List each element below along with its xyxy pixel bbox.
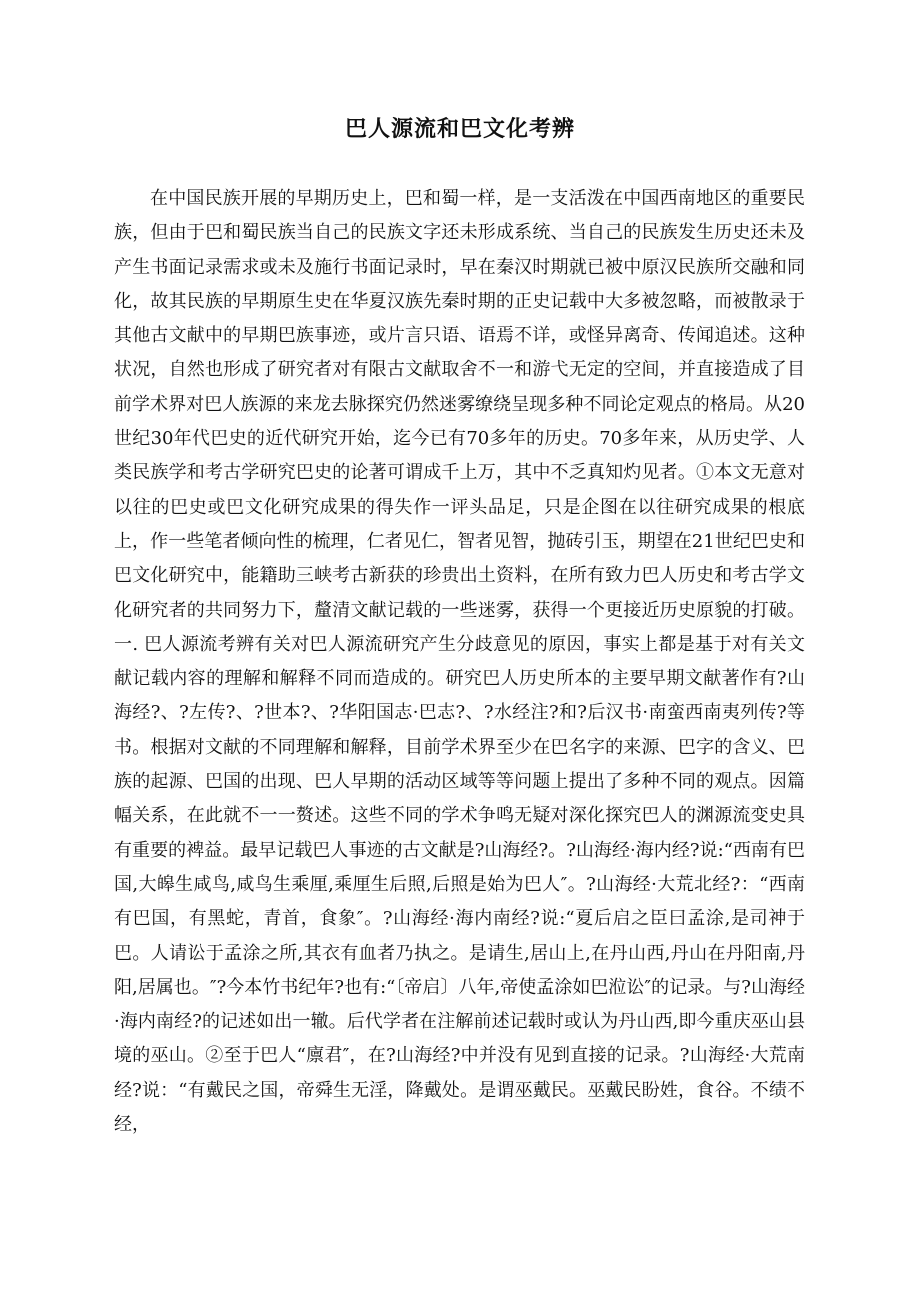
document-body-paragraph: 在中国民族开展的早期历史上，巴和蜀一样，是一支活泼在中国西南地区的重要民族，但由于巴和蜀民族当自己的民族文字还未形成系统、当自己的民族发生历史还未及产生书面记录需求或未及施行书面记录时，早在秦汉时期就已被中原汉民族所交融和同化，故其民族的早期原生史在华夏汉族先秦时期的正史记载中大多被忽略，而被散录于其他古文献中的早期巴族事迹，或片言只语、语焉不详，或怪异离奇、传闻追述。这种状况，自然也形成了研究者对有限古文献取舍不一和游弋无定的空间，并直接造成了目前学术界对巴人族源的来龙去脉探究仍然迷雾缭绕呈现多种不同论定观点的格局。从20世纪30年代巴史的近代研究开始，迄今已有70多年的历史。70多年来，从历史学、人类民族学和考古学研究巴史的论著可谓成千上万，其中不乏真知灼见者。①本文无意对以往的巴史或巴文化研究成果的得失作一评头品足，只是企图在以往研究成果的根底上，作一些笔者倾向性的梳理，仁者见仁，智者见智，抛砖引玉，期望在21世纪巴史和巴文化研究中，能籍助三峡考古新获的珍贵出土资料，在所有致力巴人历史和考古学文化研究者的共同努力下，釐清文献记载的一些迷雾，获得一个更接近历史原貌的打破。一. 巴人源流考辨有关对巴人源流研究产生分歧意见的原因，事实上都是基于对有关文献记载内容的理解和解释不同而造成的。研究巴人历史所本的主要早期文献著作有?山海经?、?左传?、?世本?、?华阳国志·巴志?、?水经注?和?后汉书·南蛮西南夷列传?等书。根据对文献的不同理解和解释，目前学术界至少在巴名字的来源、巴字的含义、巴族的起源、巴国的出现、巴人早期的活动区域等等问题上提出了多种不同的观点。因篇幅关系，在此就不一一赘述。这些不同的学术争鸣无疑对深化探究巴人的渊源流变史具有重要的裨益。最早记载巴人事迹的古文献是?山海经?。?山海经·海内经?说:“西南有巴国,大皞生咸鸟,咸鸟生乘厘,乘厘生后照,后照是始为巴人″。?山海经·大荒北经?：“西南有巴国，有黑蛇，青首，食象″。?山海经·海内南经?说:“夏后启之臣曰孟涂,是司神于巴。人请讼于孟涂之所,其衣有血者乃执之。是请生,居山上,在丹山西,丹山在丹阳南,丹阳,居属也。″?今本竹书纪年?也有:“〔帝启〕八年,帝使孟涂如巴涖讼″的记录。与?山海经·海内南经?的记述如出一辙。后代学者在注解前述记载时或认为丹山西,即今重庆巫山县境的巫山。②至于巴人“廪君″，在?山海经?中并没有见到直接的记录。?山海经·大荒南经?说：“有戴民之国，帝舜生无淫，降戴处。是谓巫戴民。巫戴民盼姓，食谷。不绩不经，	[114, 188, 805, 1136]
document-title: 巴人源流和巴文化考辨	[344, 116, 575, 142]
